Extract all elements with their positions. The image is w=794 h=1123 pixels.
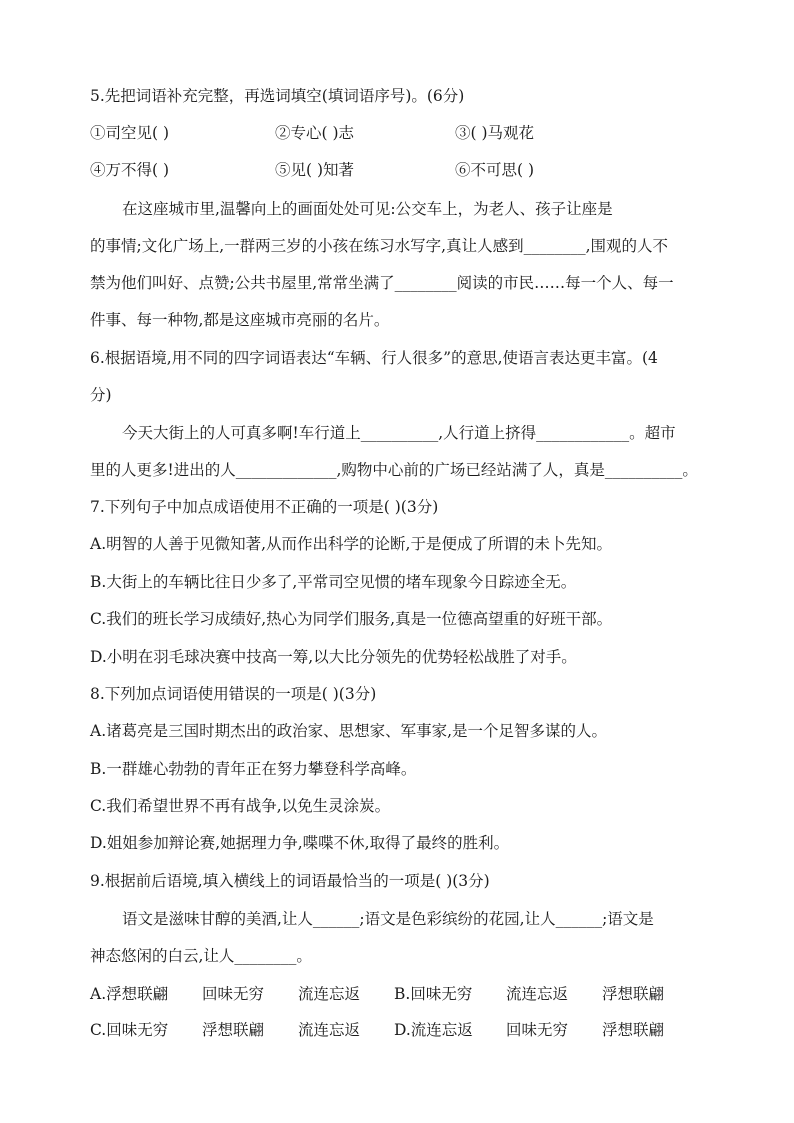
q6-paragraph-line: 今天大街上的人可真多啊!车行道上__________,人行道上挤得____________。超市 <box>122 424 676 442</box>
q5-option-4: ④万不得( ) <box>90 161 170 179</box>
q7-option-b: B.大街上的车辆比往日少多了,平常司空见惯的堵车现象今日踪迹全无。 <box>90 573 577 591</box>
q9-option-a-word-3: 流连忘返 <box>298 985 361 1003</box>
q9-paragraph-line: 神态悠闲的白云,让人________。 <box>90 947 312 965</box>
q9-option-c-word-2: 浮想联翩 <box>202 1021 265 1039</box>
q9-option-d-word-3: 浮想联翩 <box>602 1021 665 1039</box>
q8-option-a: A.诸葛亮是三国时期杰出的政治家、思想家、军事家,是一个足智多谋的人。 <box>90 722 608 740</box>
q5-option-2: ②专心( )志 <box>275 124 355 142</box>
q8-title: 8.下列加点词语使用错误的一项是( )(3分) <box>90 685 377 703</box>
q5-option-1: ①司空见( ) <box>90 124 170 142</box>
q9-option-c-word-1: C.回味无穷 <box>90 1021 169 1039</box>
q9-title: 9.根据前后语境,填入横线上的词语最恰当的一项是( )(3分) <box>90 872 490 890</box>
q7-option-a: A.明智的人善于见微知著,从而作出科学的论断,于是便成了所谓的未卜先知。 <box>90 535 612 553</box>
q7-option-c: C.我们的班长学习成绩好,热心为同学们服务,真是一位德高望重的好班干部。 <box>90 610 613 628</box>
q5-paragraph-line: 禁为他们叫好、点赞;公共书屋里,常常坐满了________阅读的市民……每一个人、每一 <box>90 274 674 292</box>
q9-option-d-word-2: 回味无穷 <box>506 1021 569 1039</box>
q8-option-b: B.一群雄心勃勃的青年正在努力攀登科学高峰。 <box>90 760 417 778</box>
q9-option-c-word-3: 流连忘返 <box>298 1021 361 1039</box>
q7-title: 7.下列句子中加点成语使用不正确的一项是( )(3分) <box>90 498 439 516</box>
q9-option-a-word-2: 回味无穷 <box>202 985 265 1003</box>
q9-option-a-word-1: A.浮想联翩 <box>90 985 169 1003</box>
q8-option-c: C.我们希望世界不再有战争,以免生灵涂炭。 <box>90 797 391 815</box>
q5-option-6: ⑥不可思( ) <box>455 161 535 179</box>
q9-option-b-word-1: B.回味无穷 <box>394 985 473 1003</box>
q5-paragraph-line: 件事、每一种物,都是这座城市亮丽的名片。 <box>90 311 390 329</box>
q9-paragraph-line: 语文是滋味甘醇的美酒,让人______;语文是色彩缤纷的花园,让人______;语文是 <box>122 910 654 928</box>
q9-option-b-word-3: 浮想联翩 <box>602 985 665 1003</box>
q6-title: 6.根据语境,用不同的四字词语表达“车辆、行人很多”的意思,使语言表达更丰富。(4 <box>90 349 658 367</box>
q5-paragraph-line: 在这座城市里,温馨向上的画面处处可见:公交车上，为老人、孩子让座是 <box>122 200 613 218</box>
q8-option-d: D.姐姐参加辩论赛,她据理力争,喋喋不休,取得了最终的胜利。 <box>90 834 510 852</box>
q6-paragraph-line: 里的人更多!进出的人_____________,购物中心前的广场已经站满了人，真是__________。 <box>90 461 698 479</box>
q9-option-d-word-1: D.流连忘返 <box>394 1021 473 1039</box>
q5-title: 5.先把词语补充完整，再选词填空(填词语序号)。(6分) <box>90 87 465 105</box>
q5-paragraph-line: 的事情;文化广场上,一群两三岁的小孩在练习水写字,真让人感到________,围观的人不 <box>90 237 669 255</box>
q6-title-cont: 分) <box>90 386 112 404</box>
q5-option-5: ⑤见( )知著 <box>275 161 355 179</box>
q7-option-d: D.小明在羽毛球决赛中技高一筹,以大比分领先的优势轻松战胜了对手。 <box>90 648 577 666</box>
q9-option-b-word-2: 流连忘返 <box>506 985 569 1003</box>
q5-option-3: ③( )马观花 <box>455 124 535 142</box>
